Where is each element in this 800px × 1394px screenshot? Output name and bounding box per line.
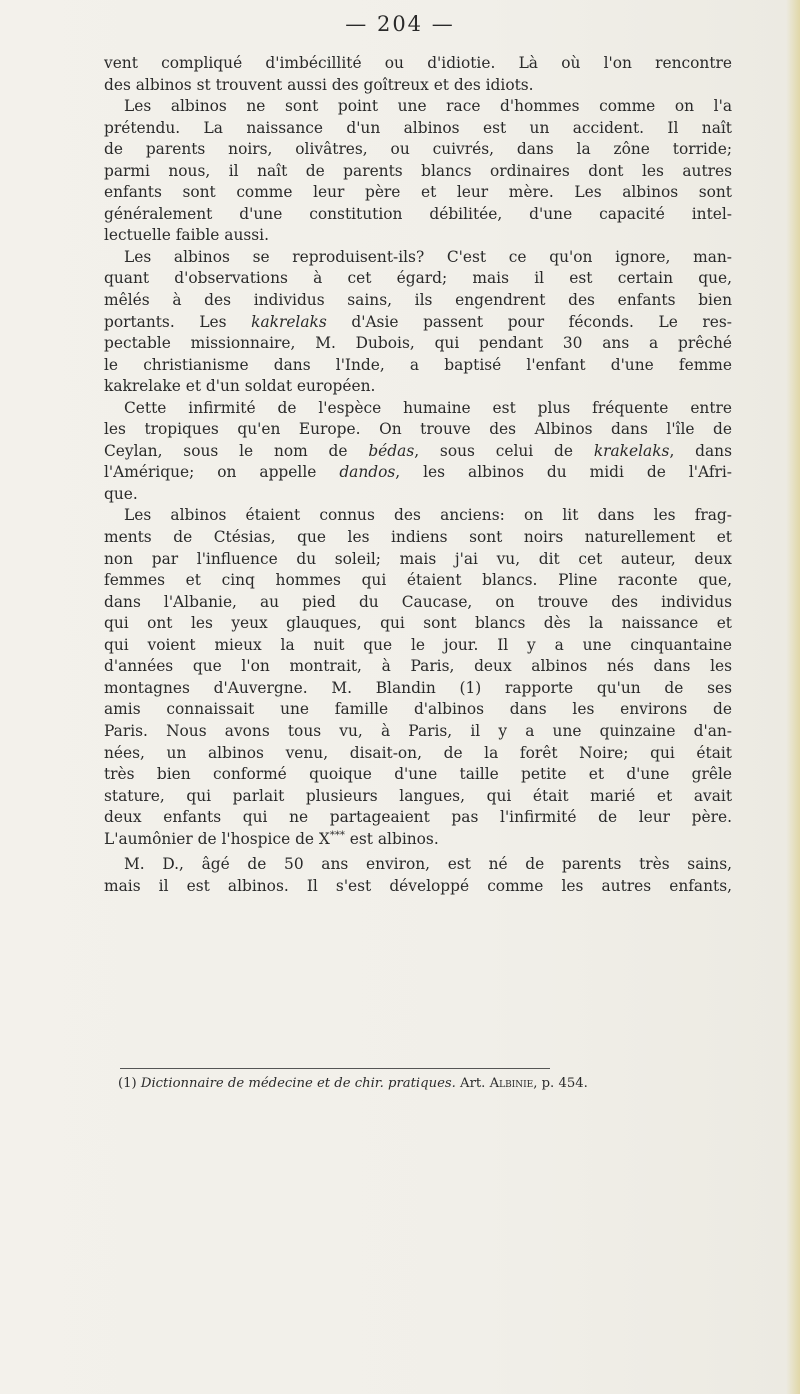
text-line: généralement d'une constitution débilitée, d'une capacité intel-	[104, 204, 732, 223]
text-line: nées, un albinos venu, disait-on, de la forêt Noire; qui était	[104, 743, 732, 762]
text-line: vent compliqué d'imbécillité ou d'idiotie. Là où l'on rencontre	[104, 54, 732, 72]
text-line: deux enfants qui ne partageaient pas l'infirmité de leur père.	[104, 808, 732, 827]
text-line: portants. Les kakrelaks d'Asie passent pour féconds. Le res-	[104, 312, 732, 331]
text-line: amis connaissait une famille d'albinos dans les environs de	[104, 700, 732, 719]
footnote: (1) Dictionnaire de médecine et de chir. pratiques. Art. Albinie, p. 454.	[118, 1076, 588, 1091]
footnote-divider	[120, 1068, 550, 1069]
text-line: prétendu. La naissance d'un albinos est un accident. Il naît	[104, 118, 732, 137]
text-line: les tropiques qu'en Europe. On trouve des Albinos dans l'île de	[104, 420, 732, 439]
text-line: Les albinos se reproduisent-ils? C'est ce qu'on ignore, man-	[124, 247, 732, 266]
text-line: non par l'influence du soleil; mais j'ai vu, dit cet auteur, deux	[104, 549, 732, 568]
text-line: Ceylan, sous le nom de bédas, sous celui de krakelaks, dans	[104, 441, 732, 460]
text-line: qui voient mieux la nuit que le jour. Il y a une cinquantaine	[104, 635, 732, 654]
text-line: mais il est albinos. Il s'est développé comme les autres enfants,	[104, 876, 732, 895]
body-text	[104, 53, 732, 897]
text-line: femmes et cinq hommes qui étaient blancs. Pline raconte que,	[104, 571, 732, 590]
text-line: des albinos st trouvent aussi des goîtreux et des idiots.	[104, 75, 534, 94]
text-line: M. D., âgé de 50 ans environ, est né de parents très sains,	[124, 855, 732, 874]
text-line: qui ont les yeux glauques, qui sont blancs dès la naissance et	[104, 614, 732, 633]
text-line: Paris. Nous avons tous vu, à Paris, il y a une quinzaine d'an-	[104, 721, 732, 740]
text-line: dans l'Albanie, au pied du Caucase, on trouve des individus	[104, 592, 732, 611]
text-line: très bien conformé quoique d'une taille petite et d'une grêle	[104, 765, 732, 784]
text-line: stature, qui parlait plusieurs langues, qui était marié et avait	[104, 786, 732, 805]
text-line: l'Amérique; on appelle dandos, les albinos du midi de l'Afri-	[104, 463, 732, 482]
text-line: mêlés à des individus sains, ils engendrent des enfants bien	[104, 291, 732, 310]
text-line: parmi nous, il naît de parents blancs ordinaires dont les autres	[104, 161, 732, 180]
text-line: de parents noirs, olivâtres, ou cuivrés, dans la zône torride;	[104, 140, 732, 159]
text-line: montagnes d'Auvergne. M. Blandin (1) rapporte qu'un de ses	[104, 678, 732, 697]
text-line: le christianisme dans l'Inde, a baptisé l'enfant d'une femme	[104, 355, 732, 374]
text-line: kakrelake et d'un soldat européen.	[104, 377, 376, 396]
text-line: L'aumônier de l'hospice de X*** est albinos.	[104, 829, 439, 848]
text-line: enfants sont comme leur père et leur mère. Les albinos sont	[104, 183, 732, 202]
page-number: — 204 —	[345, 12, 455, 36]
text-line: Cette infirmité de l'espèce humaine est plus fréquente entre	[124, 398, 732, 417]
text-line: pectable missionnaire, M. Dubois, qui pendant 30 ans a prêché	[104, 334, 732, 353]
text-line: lectuelle faible aussi.	[104, 226, 269, 245]
text-line: quant d'observations à cet égard; mais il est certain que,	[104, 269, 732, 288]
text-line: d'années que l'on montrait, à Paris, deux albinos nés dans les	[104, 657, 732, 676]
text-line: Les albinos ne sont point une race d'hommes comme on l'a	[124, 97, 732, 116]
text-line: ments de Ctésias, que les indiens sont noirs naturellement et	[104, 528, 732, 547]
text-line: Les albinos étaient connus des anciens: on lit dans les frag-	[124, 506, 732, 525]
page-edge-discoloration	[786, 0, 800, 1394]
text-line: que.	[104, 484, 138, 503]
